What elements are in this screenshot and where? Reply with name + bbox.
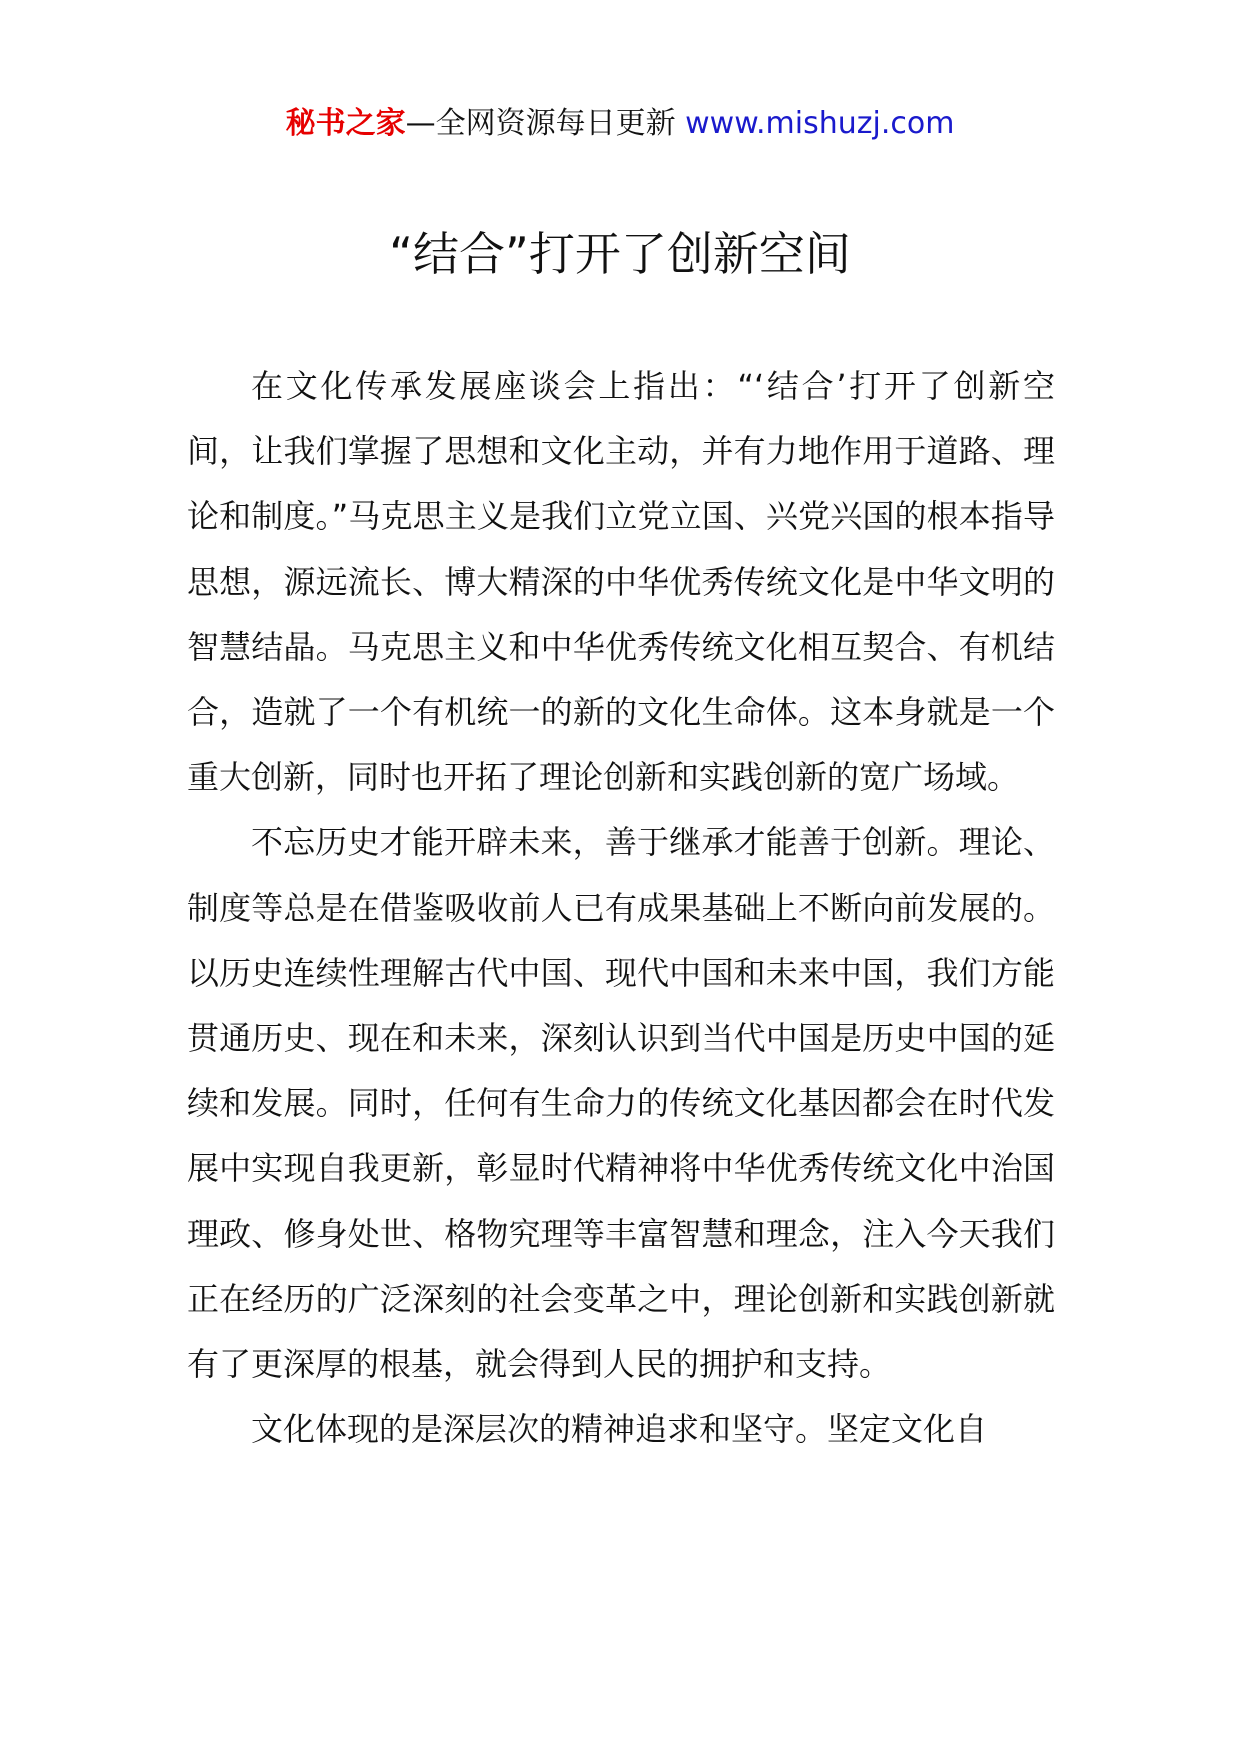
site-header bbox=[0, 100, 1240, 148]
paragraph: 不忘历史才能开辟未来，善于继承才能善于创新。理论、制度等总是在借鉴吸收前人已有成果基础上不断向前发展的。以历史连续性理解古代中国、现代中国和未来中国，我们方能贯通历史、现在和未来，深刻认识到当代中国是历史中国的延续和发展。同时，任何有生命力的传统文化基因都会在时代发展中实现自我更新，彰显时代精神将中华优秀传统文化中治国理政、修身处世、格物究理等丰富智慧和理念，注入今天我们正在经历的广泛深刻的社会变革之中，理论创新和实践创新就有了更深厚的根基，就会得到人民的拥护和支持。 bbox=[187, 823, 1055, 1384]
header-tagline: —全网资源每日更新 bbox=[405, 106, 676, 141]
document-body bbox=[187, 354, 1055, 1462]
paragraph: 文化体现的是深层次的精神追求和坚守。坚定文化自 bbox=[251, 1410, 988, 1449]
document-title: “结合”打开了创新空间 bbox=[389, 227, 851, 281]
paragraph: 在文化传承发展座谈会上指出：“‘结合’打开了创新空间，让我们掌握了思想和文化主动，并有力地作用于道路、理论和制度。”马克思主义是我们立党立国、兴党兴国的根本指导思想，源远流长、博大精深的中华优秀传统文化是中华文明的智慧结晶。马克思主义和中华优秀传统文化相互契合、有机结合，造就了一个有机统一的新的文化生命体。这本身就是一个重大创新，同时也开拓了理论创新和实践创新的宽广场域。 bbox=[187, 367, 1055, 797]
site-url-link[interactable]: www.mishuzj.com bbox=[685, 106, 955, 141]
brand-name: 秘书之家 bbox=[285, 106, 406, 141]
